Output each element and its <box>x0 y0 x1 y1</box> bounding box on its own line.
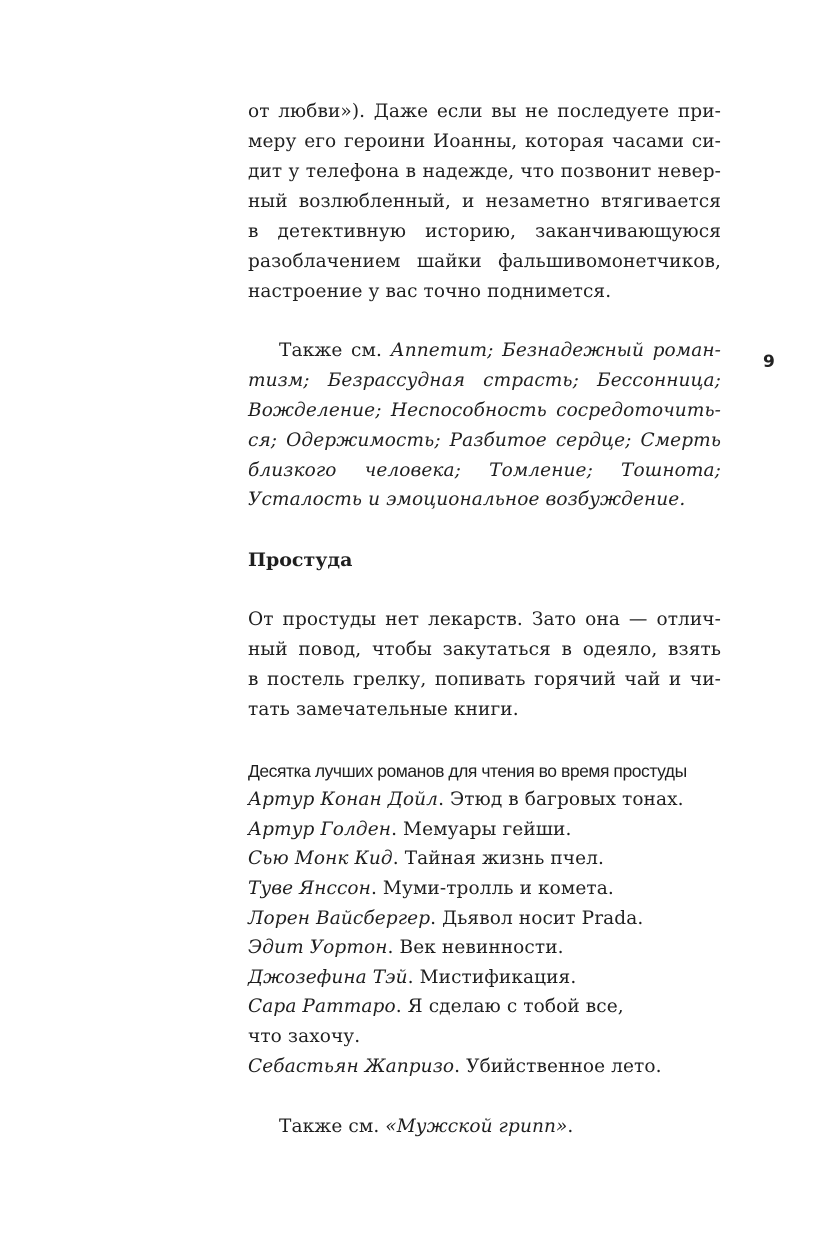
book-author: Туве Янссон <box>248 878 371 899</box>
text-line: дит у телефона в надежде, что позвонит невер- <box>248 161 721 182</box>
book-author: Артур Конан Дойл <box>248 789 439 810</box>
text-line: меру его героини Иоанны, которая часами си- <box>248 131 721 152</box>
text-line: разоблачением шайки фальшивомонетчиков, <box>248 251 721 272</box>
page-number: 9 <box>763 352 775 372</box>
book-author: Сью Монк Кид <box>248 848 393 869</box>
see-also-ref: «Мужской грипп» <box>385 1116 568 1137</box>
book-author: Сара Раттаро <box>248 996 396 1017</box>
book-item-continuation <box>248 1026 360 1048</box>
text-line: ный возлюбленный, и незаметно втягивается <box>248 191 721 212</box>
book-title: . Мемуары гейши. <box>391 819 572 840</box>
section-heading: Простуда <box>248 549 353 571</box>
book-title: . Век невинности. <box>387 937 564 958</box>
book-item <box>248 996 624 1018</box>
book-author: Себастьян Жапризо <box>248 1056 455 1077</box>
text-line: в постель грелку, попивать горячий чай и чи- <box>248 669 721 690</box>
book-item <box>248 789 684 811</box>
list-title: Десятка лучших романов для чтения во время простуды <box>248 761 687 781</box>
book-item <box>248 848 604 870</box>
see-also-ref: Аппетит; Безнадежный роман- <box>390 340 721 361</box>
book-title: . Я сделаю с тобой все, <box>395 996 624 1017</box>
text-line: в детективную историю, заканчивающуюся <box>248 221 721 242</box>
book-title: . Убийственное лето. <box>454 1056 662 1077</box>
text-line: тать замечательные книги. <box>248 699 519 720</box>
see-also-line: Усталость и эмоциональное возбуждение. <box>248 489 686 510</box>
see-also-line: ся; Одержимость; Разбитое сердце; Смерть <box>248 430 721 451</box>
see-also-line: тизм; Безрассудная страсть; Бессонница; <box>248 370 721 391</box>
book-author: Артур Голден <box>248 819 392 840</box>
book-title: . Этюд в багровых тонах. <box>438 789 684 810</box>
book-author: Лорен Вайсбергер <box>248 908 431 929</box>
book-item <box>248 819 571 841</box>
see-also-line: близкого человека; Томление; Тошнота; <box>248 460 721 481</box>
book-author: Эдит Уортон <box>248 937 388 958</box>
see-also-prefix: Также см. <box>279 340 391 361</box>
text-line: от любви»). Даже если вы не последуете при- <box>248 101 721 122</box>
see-also-first-line <box>279 340 721 362</box>
book-author: Джозефина Тэй <box>248 967 408 988</box>
book-item <box>248 1056 662 1078</box>
book-item <box>248 878 614 900</box>
text-line: От простуды нет лекарств. Зато она — отлич- <box>248 609 721 630</box>
see-also-suffix: . <box>567 1116 574 1137</box>
text-line: ный повод, чтобы закутаться в одеяло, взять <box>248 639 721 660</box>
book-title: . Муми-тролль и комета. <box>370 878 614 899</box>
book-item <box>248 937 564 959</box>
see-also-prefix: Также см. <box>279 1116 386 1137</box>
book-title: что захочу. <box>248 1026 361 1047</box>
see-also-line: Вожделение; Неспособность сосредоточить- <box>248 400 721 421</box>
see-also-footer <box>279 1116 573 1138</box>
book-item <box>248 967 576 989</box>
text-line: настроение у вас точно поднимется. <box>248 281 612 302</box>
book-title: . Дьявол носит Prada. <box>430 908 644 929</box>
book-title: . Тайная жизнь пчел. <box>392 848 604 869</box>
book-title: . Мистификация. <box>407 967 577 988</box>
book-item <box>248 908 643 930</box>
